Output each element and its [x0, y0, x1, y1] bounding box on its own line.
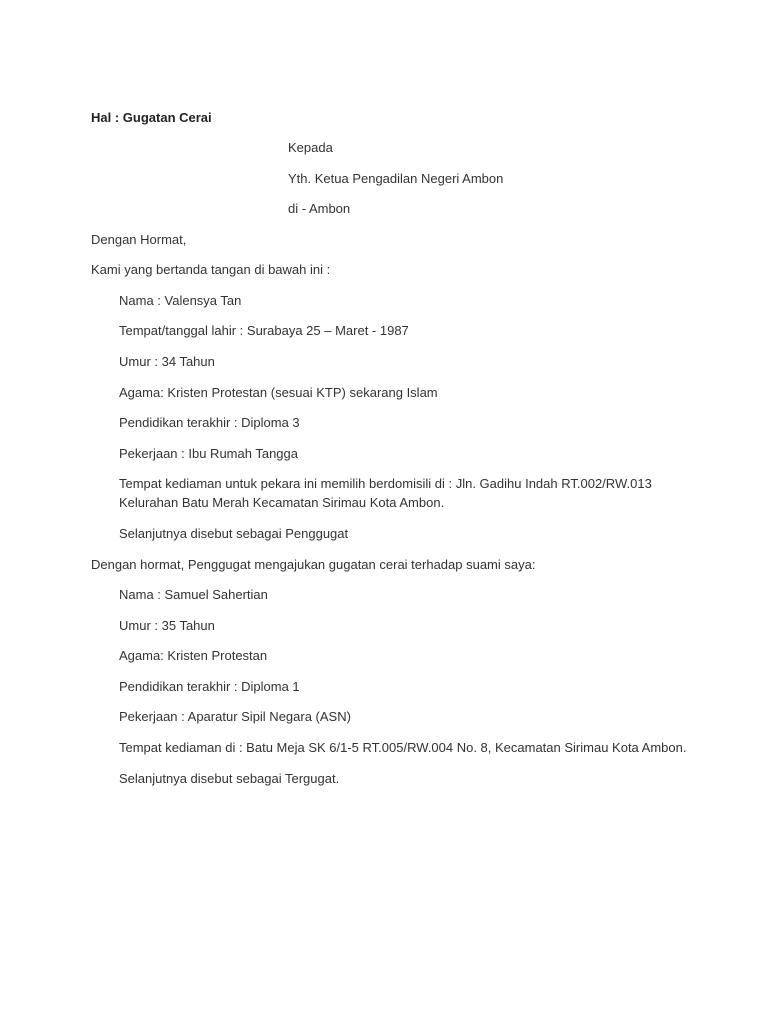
defendant-pekerjaan: Pekerjaan : Aparatur Sipil Negara (ASN): [119, 709, 351, 724]
plaintiff-pendidikan: Pendidikan terakhir : Diploma 3: [119, 415, 300, 430]
plaintiff-agama: Agama: Kristen Protestan (sesuai KTP) sekarang Islam: [119, 385, 438, 400]
intro-text: Kami yang bertanda tangan di bawah ini :: [91, 262, 331, 277]
plaintiff-pekerjaan: Pekerjaan : Ibu Rumah Tangga: [119, 446, 298, 461]
plaintiff-sebutan: Selanjutnya disebut sebagai Penggugat: [119, 526, 349, 541]
defendant-sebutan: Selanjutnya disebut sebagai Tergugat.: [119, 771, 340, 786]
plaintiff-nama: Nama : Valensya Tan: [119, 293, 242, 308]
greeting: Dengan Hormat,: [91, 232, 187, 247]
plaintiff-umur: Umur : 34 Tahun: [119, 354, 215, 369]
defendant-umur: Umur : 35 Tahun: [119, 618, 215, 633]
transition-text: Dengan hormat, Penggugat mengajukan gugatan cerai terhadap suami saya:: [91, 557, 536, 572]
plaintiff-alamat: Tempat kediaman untuk pekara ini memilih berdomisili di : Jln. Gadihu Indah RT.002/RW.013 Kelurahan Batu Merah Kecamatan Sirimau Kota Ambon.: [119, 476, 652, 510]
defendant-pendidikan: Pendidikan terakhir : Diploma 1: [119, 679, 300, 694]
recipient-to: Kepada: [288, 140, 333, 155]
plaintiff-ttl: Tempat/tanggal lahir : Surabaya 25 – Maret - 1987: [119, 323, 409, 338]
recipient-location: di - Ambon: [288, 201, 351, 216]
defendant-nama: Nama : Samuel Sahertian: [119, 587, 268, 602]
defendant-alamat: Tempat kediaman di : Batu Meja SK 6/1-5 RT.005/RW.004 No. 8, Kecamatan Sirimau Kota Ambon.: [119, 740, 687, 755]
recipient-name: Yth. Ketua Pengadilan Negeri Ambon: [288, 171, 504, 186]
defendant-agama: Agama: Kristen Protestan: [119, 648, 268, 663]
letter-subject: Hal : Gugatan Cerai: [91, 110, 212, 125]
